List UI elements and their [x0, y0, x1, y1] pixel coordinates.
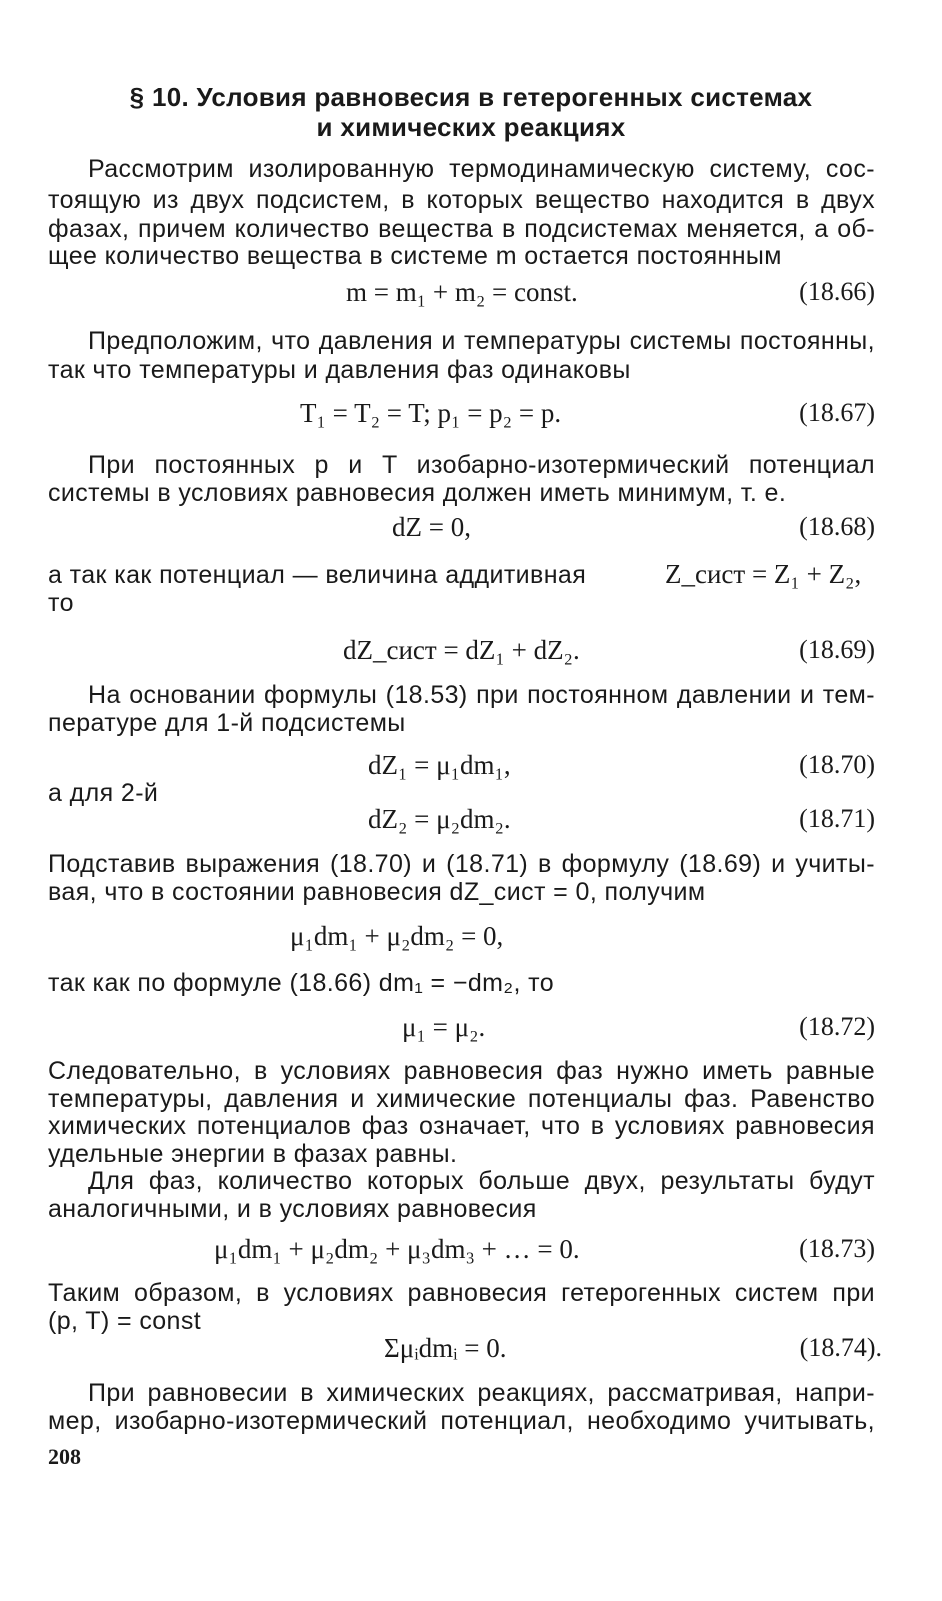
- text-line: При равновесии в химических реакциях, рассматривая, напри-: [88, 1379, 875, 1407]
- equation-18-71: dZ₂ = μ₂dm₂.: [368, 804, 511, 834]
- equation-number: (18.68): [799, 512, 875, 541]
- equation-18-70: dZ₁ = μ₁dm₁,: [368, 750, 511, 780]
- equation-number: (18.69): [799, 635, 875, 664]
- section-title-line1: § 10. Условия равновесия в гетерогенных системах: [129, 82, 813, 112]
- equation-18-67: T₁ = T₂ = T; p₁ = p₂ = p.: [300, 398, 562, 428]
- text-line: При постоянных p и T изобарно-изотермический потенциал: [88, 451, 875, 479]
- text-line: (p, T) = const: [48, 1307, 202, 1335]
- equation-number: (18.72): [799, 1012, 875, 1041]
- equation-18-72: μ₁ = μ₂.: [402, 1012, 486, 1042]
- text-line: Рассмотрим изолированную термодинамическую систему, сос-: [88, 155, 875, 183]
- equation-number: (18.66): [799, 277, 875, 306]
- text-line: температуры, давления и химические потенциалы фаз. Равенство: [48, 1085, 875, 1113]
- text-line: а для 2-й: [48, 779, 159, 807]
- text-line: аналогичными, и в условиях равновесия: [48, 1195, 537, 1223]
- text-line: а так как потенциал — величина аддитивная: [48, 561, 587, 589]
- equation-number: (18.67): [799, 398, 875, 427]
- text-line: химических потенциалов фаз означает, что в условиях равновесия: [48, 1112, 875, 1140]
- equation-number: (18.74).: [799, 1333, 882, 1362]
- equation-inline: Z_сист = Z₁ + Z₂,: [665, 559, 862, 589]
- equation-18-68: dZ = 0,: [392, 512, 471, 542]
- text-line: пературе для 1-й подсистемы: [48, 709, 406, 737]
- text-line: тоящую из двух подсистем, в которых вещество находится в двух: [48, 186, 875, 214]
- equation-18-73: μ₁dm₁ + μ₂dm₂ + μ₃dm₃ + … = 0.: [214, 1234, 580, 1264]
- equation-18-69: dZ_сист = dZ₁ + dZ₂.: [343, 635, 580, 665]
- section-title-line2: и химических реакциях: [316, 112, 626, 142]
- text-line: Подставив выражения (18.70) и (18.71) в формулу (18.69) и учиты-: [48, 850, 875, 878]
- text-line: так как по формуле (18.66) dm₁ = −dm₂, то: [48, 969, 555, 997]
- equation-number: (18.70): [799, 750, 875, 779]
- equation-18-66: m = m₁ + m₂ = const.: [346, 277, 578, 307]
- equation-number: (18.73): [799, 1234, 875, 1263]
- text-line: Для фаз, количество которых больше двух, результаты будут: [88, 1167, 875, 1195]
- text-line: мер, изобарно-изотермический потенциал, необходимо учитывать,: [48, 1407, 875, 1435]
- text-line: Предположим, что давления и температуры системы постоянны,: [88, 327, 875, 355]
- text-line: удельные энергии в фазах равны.: [48, 1140, 458, 1168]
- equation-18-74: Σμᵢdmᵢ = 0.: [384, 1333, 507, 1363]
- equation-unnumbered: μ₁dm₁ + μ₂dm₂ = 0,: [290, 921, 504, 951]
- text-line: системы в условиях равновесия должен иметь минимум, т. е.: [48, 479, 787, 507]
- text-line: фазах, причем количество вещества в подсистемах меняется, а об-: [48, 215, 875, 243]
- text-line: то: [48, 589, 74, 617]
- page-number: 208: [48, 1444, 81, 1469]
- text-line: так что температуры и давления фаз одинаковы: [48, 356, 631, 384]
- equation-number: (18.71): [799, 804, 875, 833]
- text-line: Следовательно, в условиях равновесия фаз нужно иметь равные: [48, 1057, 875, 1085]
- text-line: На основании формулы (18.53) при постоянном давлении и тем-: [88, 681, 875, 709]
- text-line: вая, что в состоянии равновесия dZ_сист = 0, получим: [48, 878, 706, 906]
- text-line: Таким образом, в условиях равновесия гетерогенных систем при: [48, 1279, 875, 1307]
- text-line: щее количество вещества в системе m остается постоянным: [48, 242, 782, 270]
